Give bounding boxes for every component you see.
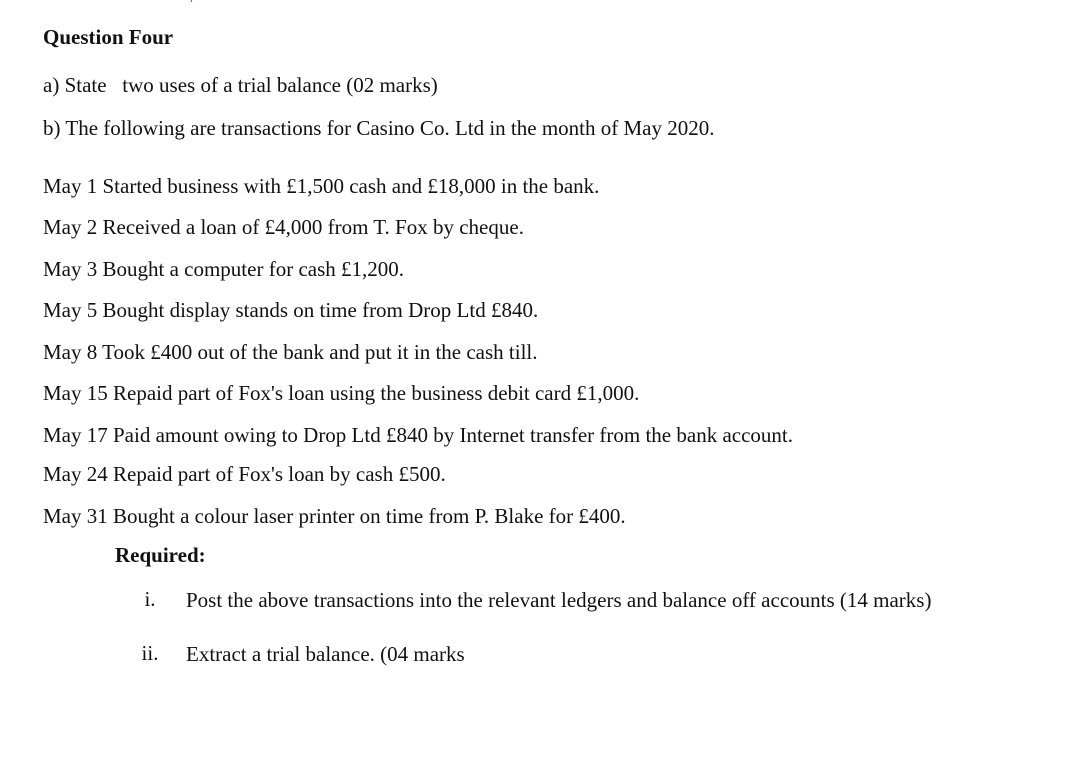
question-title: Question Four [43,25,174,49]
transaction-line: May 24 Repaid part of Fox's loan by cash £500. [43,462,446,486]
transaction-line: May 1 Started business with £1,500 cash and £18,000 in the bank. [43,174,600,198]
part-b-text: b) The following are transactions for Casino Co. Ltd in the month of May 2020. [43,116,715,140]
required-item-number: i. [144,587,156,611]
transaction-line: May 8 Took £400 out of the bank and put it in the cash till. [43,340,538,364]
transaction-line: May 3 Bought a computer for cash £1,200. [43,257,405,281]
required-item-number: ii. [141,641,159,665]
stray-mark [185,0,195,2]
transaction-line: May 17 Paid amount owing to Drop Ltd £840 by Internet transfer from the bank account. [43,423,793,447]
transaction-line: May 5 Bought display stands on time from Drop Ltd £840. [43,298,539,322]
required-heading: Required: [115,543,206,567]
transaction-line: May 15 Repaid part of Fox's loan using the business debit card £1,000. [43,381,640,405]
part-a-text: a) State two uses of a trial balance (02 marks) [43,73,438,97]
required-item-text: Extract a trial balance. (04 marks [186,642,465,666]
required-item-text: Post the above transactions into the relevant ledgers and balance off accounts (14 marks) [186,588,932,612]
transaction-line: May 2 Received a loan of £4,000 from T. Fox by cheque. [43,215,524,239]
transaction-line: May 31 Bought a colour laser printer on time from P. Blake for £400. [43,504,626,528]
